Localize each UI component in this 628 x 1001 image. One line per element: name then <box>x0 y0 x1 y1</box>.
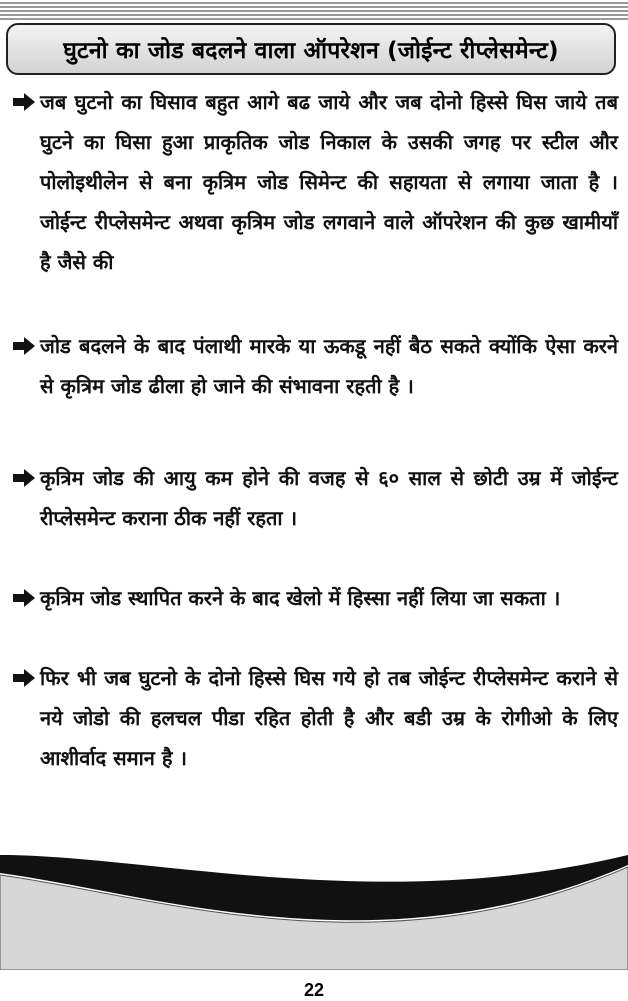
list-item <box>12 458 618 538</box>
arrow-right-icon <box>12 326 40 366</box>
point-text: फिर भी जब घुटनो के दोनो हिस्से घिस गये हो तब जोईन्ट रीप्लेसमेन्ट कराने से नये जोडो की हलचल पीडा रहित होती है और बडी उम्र के रोगीओ के लिए आशीर्वाद समान है । <box>40 666 618 770</box>
point-text: जब घुटनो का घिसाव बहुत आगे बढ जाये और जब दोनो हिस्से घिस जाये तब घुटने का घिसा हुआ प्राकृतिक जोड निकाल के उसकी जगह पर स्टील और पोलोइथीलेन से बना कृत्रिम जोड सिमेन्ट की सहायता से लगाया जाता है । जोईन्ट रीप्लेसमेन्ट अथवा कृत्रिम जोड लगवाने वाले ऑपरेशन की कुछ खामीयाँ है जैसे की <box>40 90 618 274</box>
point-text: कृत्रिम जोड स्थापित करने के बाद खेलो में हिस्सा नहीं लिया जा सकता । <box>40 586 561 610</box>
arrow-right-icon <box>12 82 40 122</box>
list-item <box>12 326 618 406</box>
title-banner <box>6 23 616 75</box>
page-number: 22 <box>303 980 325 1000</box>
points-list <box>12 82 618 778</box>
page-title: घुटनो का जोड बदलने वाला ऑपरेशन (जोईन्ट रीप्लेसमेन्ट) <box>63 38 559 64</box>
header-stripes <box>0 0 628 22</box>
point-text: कृत्रिम जोड की आयु कम होने की वजह से ६० साल से छोटी उम्र में जोईन्ट रीप्लेसमेन्ट कराना ठीक नहीं रहता । <box>40 466 618 530</box>
list-item <box>12 658 618 778</box>
arrow-right-icon <box>12 458 40 498</box>
list-item <box>12 82 618 282</box>
footer-wave <box>0 855 628 970</box>
arrow-right-icon <box>12 658 40 698</box>
list-item <box>12 578 618 618</box>
arrow-right-icon <box>12 578 40 618</box>
point-text: जोड बदलने के बाद पंलाथी मारके या ऊकडू नहीं बैठ सकते क्योंकि ऐसा करने से कृत्रिम जोड ढीला हो जाने की संभावना रहती है । <box>40 334 618 398</box>
